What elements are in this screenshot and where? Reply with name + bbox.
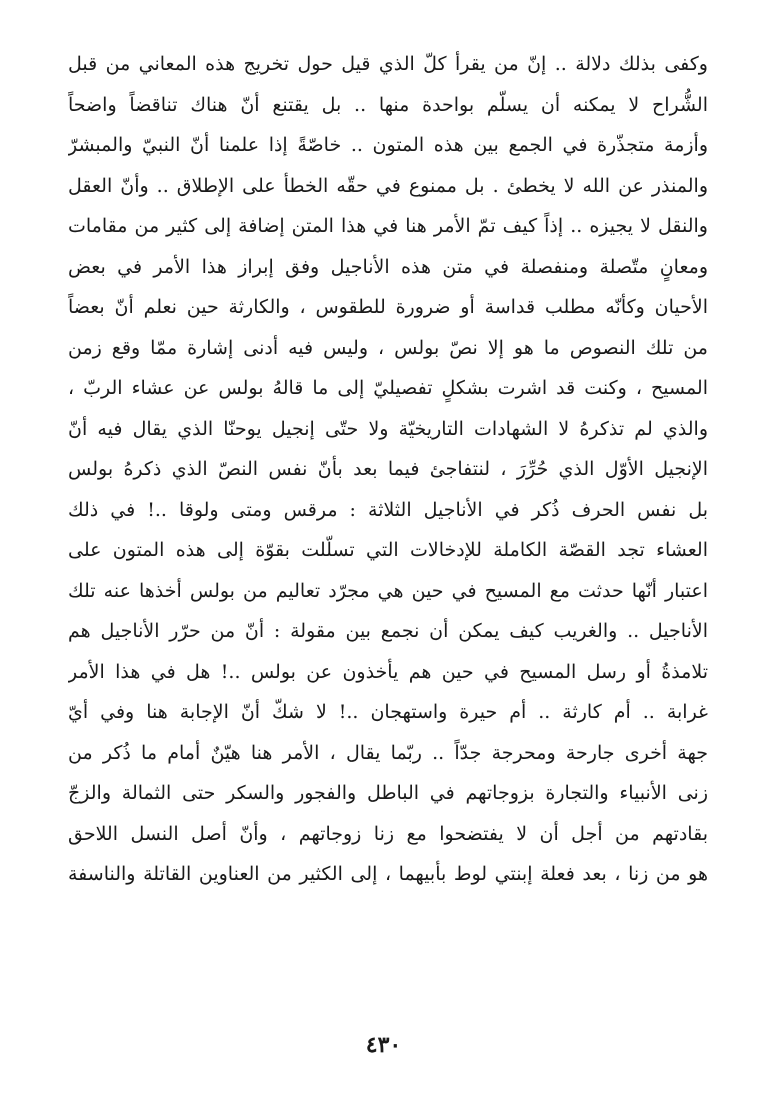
text-line: والذي لم تذكرهُ لا الشهادات التاريخيّة ولا حتّى إنجيل يوحنّا الذي يقال فيه أنّ — [68, 417, 708, 440]
page-number: ٤٣٠ — [365, 1032, 402, 1058]
text-line: زنى الأنبياء والتجارة بزوجاتهم في الباطل والفجور والسكر حتى الثمالة والزجّ — [68, 782, 708, 804]
text-line: من تلك النصوص ما هو إلا نصّ بولس ، وليس فيه أدنى إشارة ممّا وقع زمن — [68, 336, 708, 359]
text-line: غرابة .. أم كارثة .. أم حيرة واستهجان ..! لا شكّ أنّ الإجابة هنا وفي أيّ — [68, 701, 708, 723]
text-line: تلامذةُ أو رسل المسيح في حين هم يأخذون عن بولس ..! هل في هذا الأمر — [68, 660, 708, 683]
text-line: جهة أخرى جارحة ومحرجة جدّاً .. ربّما يقال ، الأمر هنا هيّنٌ أمام ما ذُكر من — [68, 741, 708, 764]
text-line: الأحيان وكأنّه مطلب قداسة أو ضرورة للطقوس ، والكارثة حين نعلم أنّ بعضاً — [68, 296, 708, 318]
text-line: الشُّراح لا يمكنه أن يسلّم بواحدة منها .. بل يقتنع أنّ هناك تناقضاً واضحاً — [68, 93, 708, 116]
text-line: بقادتهم من أجل أن لا يفتضحوا مع زنا زوجاتهم ، وأنّ أصل النسل اللاحق — [68, 822, 708, 845]
body-text — [68, 44, 708, 895]
text-line: ومعانٍ متّصلة ومنفصلة في متن هذه الأناجيل وفق إبراز هذا الأمر في بعض — [68, 255, 708, 278]
text-line: هو من زنا ، بعد فعلة إبنتي لوط بأبيهما ، إلى الكثير من العناوين القاتلة والناسفة — [68, 863, 708, 885]
text-line: والنقل لا يجيزه .. إذاً كيف تمّ الأمر هنا في هذا المتن إضافة إلى كثير من مقامات — [68, 215, 708, 237]
text-line: الأناجيل .. والغريب كيف يمكن أن نجمع بين مقولة : أنّ من حرّر الأناجيل هم — [68, 620, 708, 642]
text-line: المسيح ، وكنت قد اشرت بشكلٍ تفصيليّ إلى ما قالهُ بولس عن عشاء الربّ ، — [68, 377, 708, 399]
text-line: وكفى بذلك دلالة .. إنّ من يقرأ كلّ الذي قيل حول تخريج هذه المعاني من قبل — [68, 53, 708, 75]
text-line: والمنذر عن الله لا يخطئ . بل ممنوع في حقّه الخطأ على الإطلاق .. وأنّ العقل — [68, 174, 708, 197]
text-line: اعتبار أنّها حدثت مع المسيح في حين هي مجرّد تعاليم من بولس أخذها عنه تلك — [68, 579, 708, 602]
text-line: وأزمة متجذّرة في الجمع بين هذه المتون .. خاصّةً إذا علمنا أنّ النبيّ والمبشرّ — [68, 134, 708, 156]
text-line: الإنجيل الأوّل الذي حُرِّرَ ، لنتفاجئ فيما بعد بأنّ نفس النصّ الذي ذكرهُ بولس — [68, 458, 708, 480]
text-line: بل نفس الحرف ذُكر في الأناجيل الثلاثة : مرقس ومتى ولوقا ..! في ذلك — [68, 498, 708, 521]
text-line: العشاء تجد القصّة الكاملة للإدخالات التي تسلّلت بقوّة إلى هذه المتون على — [68, 539, 708, 561]
